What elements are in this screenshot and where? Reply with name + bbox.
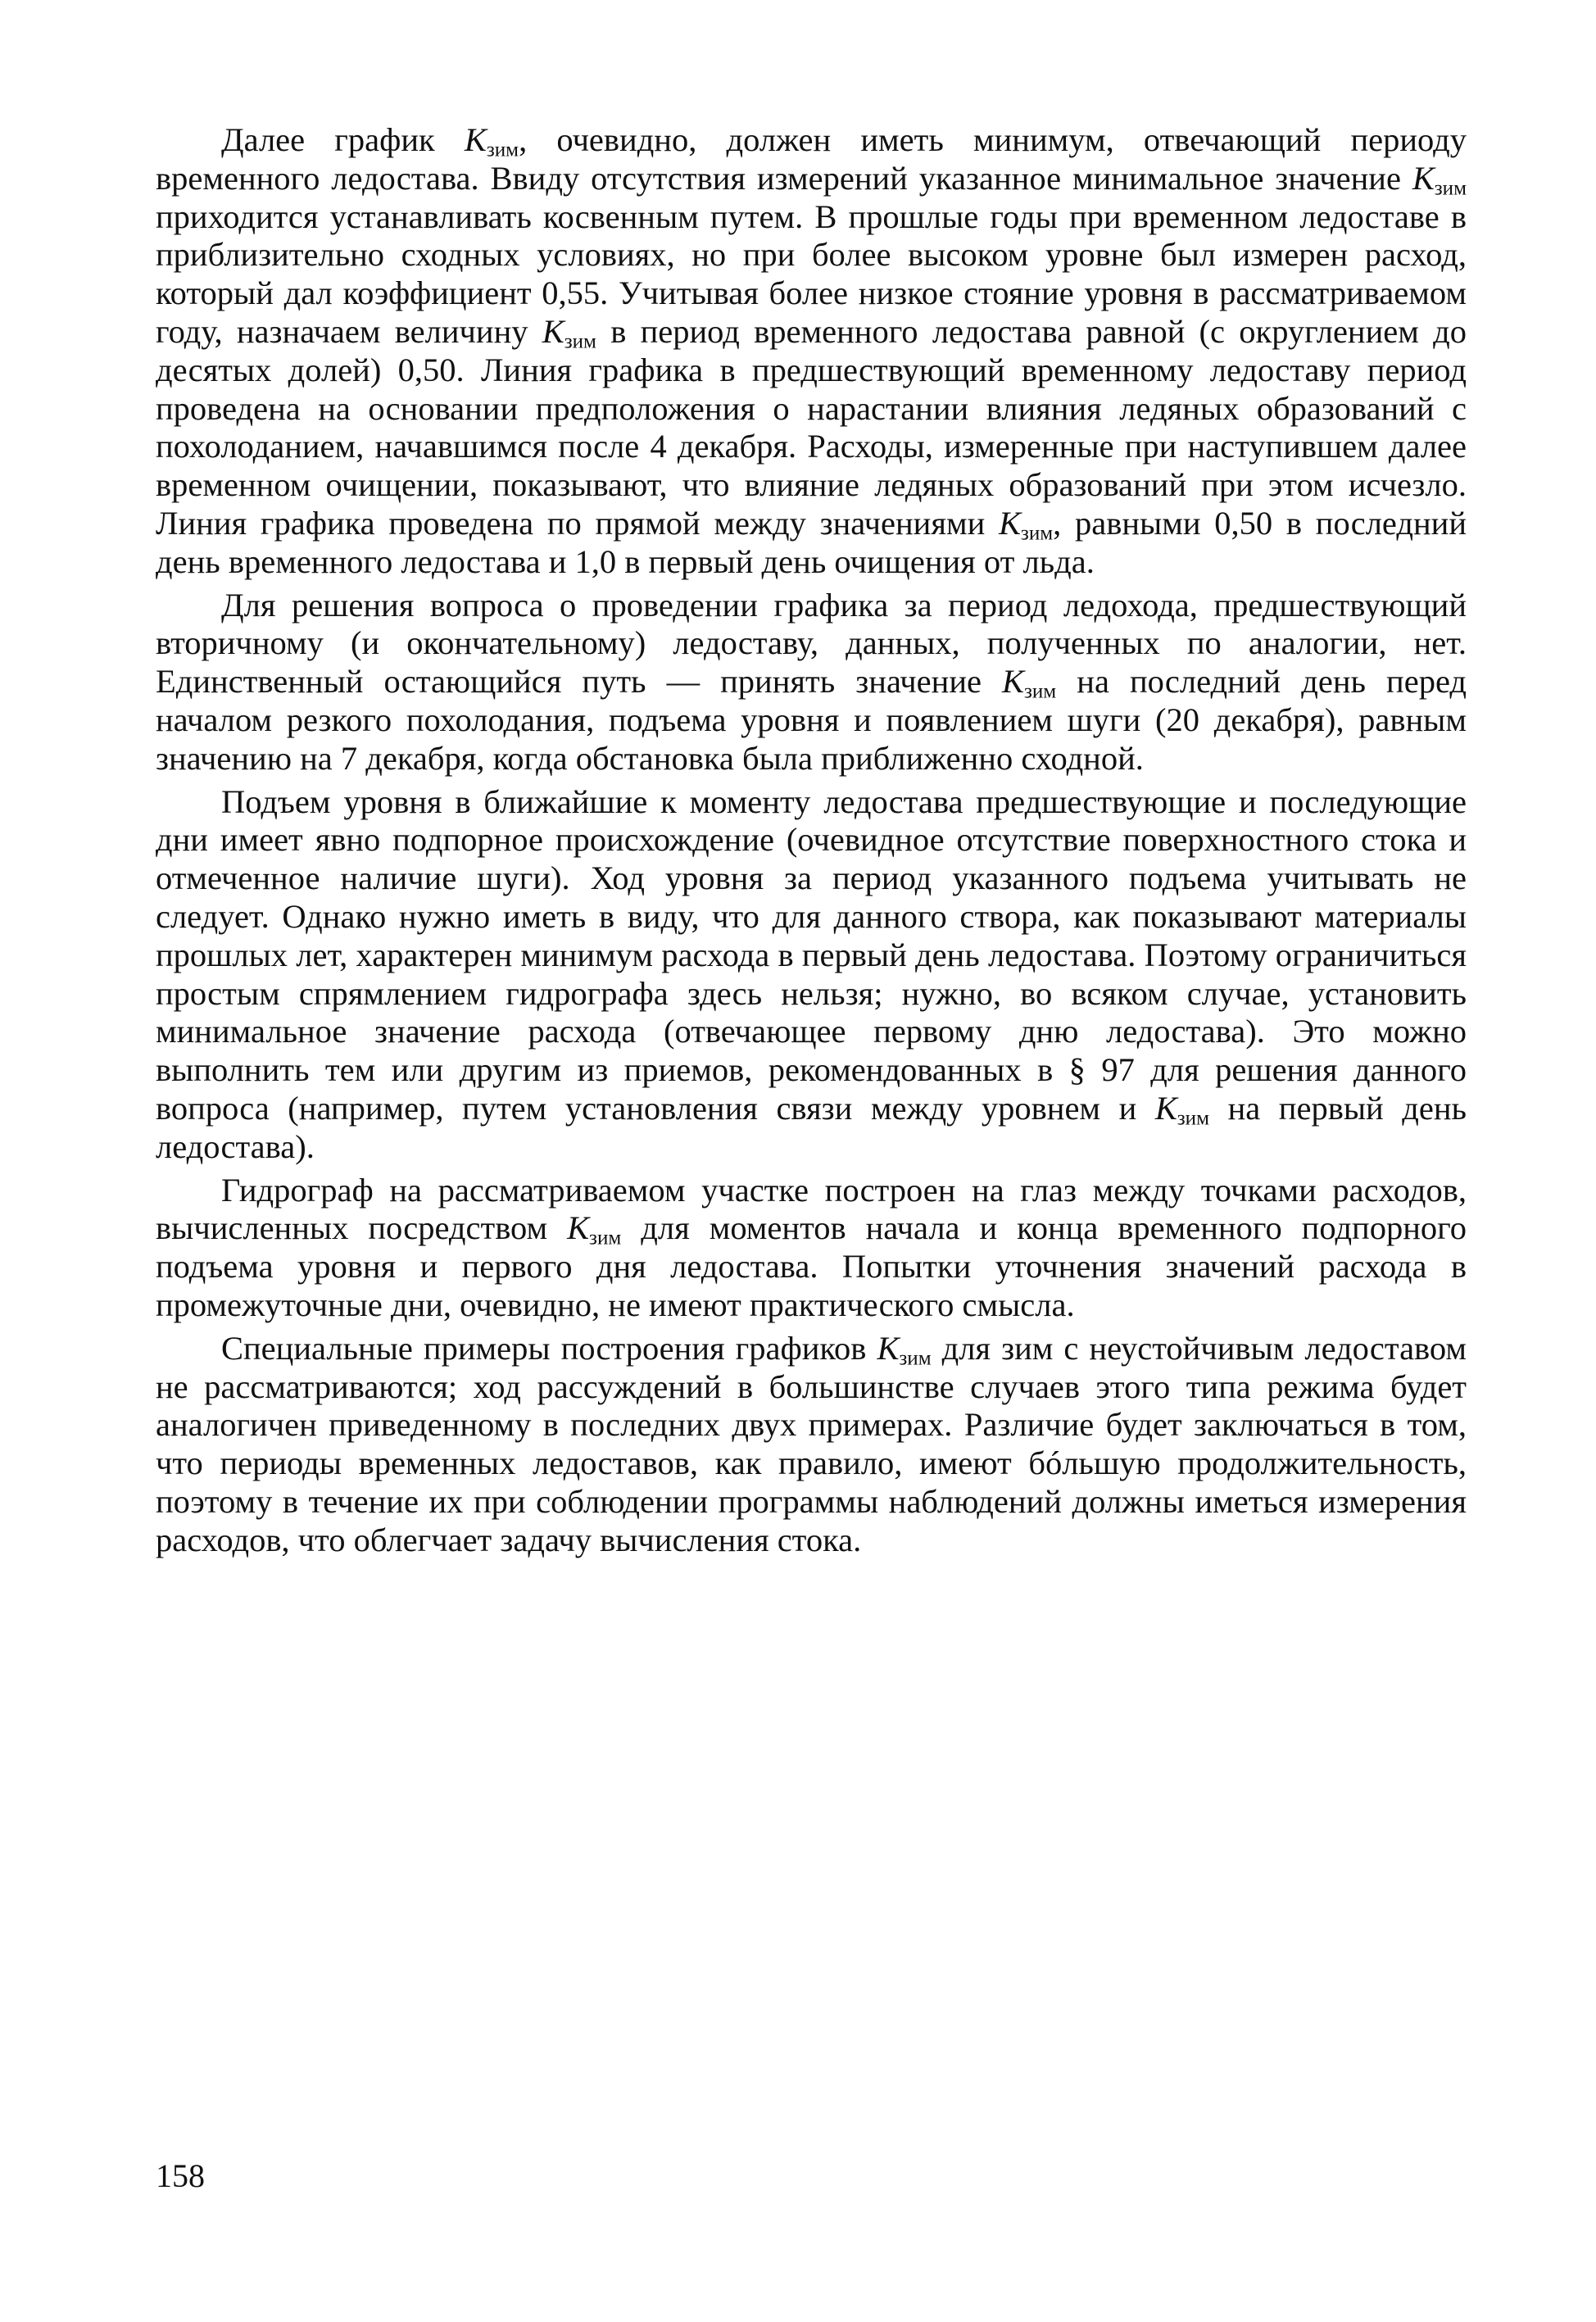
paragraph: Подъем уровня в ближайшие к моменту ледостава предшествующие и последующие дни имеет явно подпорное происхождение (очевидное отсутствие поверхностного стока и отмеченное наличие шуги). Ход уровня за период указанного подъема учитывать не следует. Однако нужно иметь в виду, что для данного створа, как показывают материалы прошлых лет, характерен минимум расхода в первый день ледостава. Поэтому ограничиться простым спрямлением гидрографа здесь нельзя; нужно, во всяком случае, установить минимальное значение расхода (отвечающее первому дню ледостава). Это можно выполнить тем или другим из приемов, рекомендованных в § 97 для решения данного вопроса (например, путем установления связи между уровнем и $К_{зим}$ на первый день ледостава). — [156, 782, 1467, 1165]
k-zim-symbol: $К_{зим}$ — [1412, 159, 1467, 200]
page-text — [156, 121, 1467, 1559]
k-zim-symbol: $К_{зим}$ — [542, 312, 596, 353]
page-number: 158 — [156, 2157, 205, 2194]
k-zim-symbol: $К_{зим}$ — [999, 504, 1054, 545]
k-zim-symbol: $К_{зим}$ — [877, 1329, 932, 1369]
k-zim-symbol: $К_{зим}$ — [567, 1209, 622, 1249]
k-zim-symbol: $К_{зим}$ — [464, 121, 519, 161]
k-zim-symbol: $К_{зим}$ — [1154, 1089, 1210, 1130]
paragraph: Специальные примеры построения графиков $К_{зим}$ для зим с неустойчивым ледоставом не рассматриваются; ход рассуждений в большинстве случаев этого типа режима будет аналогичен приведенному в последних двух примерах. Различие будет заключаться в том, что периоды временных ледоставов, как правило, имеют бóльшую продолжительность, поэтому в течение их при соблюдении программы наблюдений должны иметься измерения расходов, что облегчает задачу вычисления стока. — [156, 1329, 1467, 1558]
paragraph: Далее график $К_{зим}$, очевидно, должен иметь минимум, отвечающий периоду временного ледостава. Ввиду отсутствия измерений указанное минимальное значение $К_{зим}$ приходится устанавливать косвенным путем. В прошлые годы при временном ледоставе в приблизительно сходных условиях, но при более высоком уровне был измерен расход, который дал коэффициент 0,55. Учитывая более низкое стояние уровня в рассматриваемом году, назначаем величину $К_{зим}$ в период временного ледостава равной (с округлением до десятых долей) 0,50. Линия графика в предшествующий временному ледоставу период проведена на основании предположения о нарастании влияния ледяных образований с похолоданием, начавшимся после 4 декабря. Расходы, измеренные при наступившем далее временном очищении, показывают, что влияние ледяных образований при этом исчезло. Линия графика проведена по прямой между значениями $К_{зим}$, равными 0,50 в последний день временного ледостава и 1,0 в первый день очищения от льда. — [156, 121, 1467, 580]
k-zim-symbol: $К_{зим}$ — [1002, 663, 1057, 703]
paragraph: Для решения вопроса о проведении графика за период ледохода, предшествующий вторичному (и окончательному) ледоставу, данных, полученных по аналогии, нет. Единственный остающийся путь — принять значение $К_{зим}$ на последний день перед началом резкого похолодания, подъема уровня и появлением шуги (20 декабря), равным значению на 7 декабря, когда обстановка была приближенно сходной. — [156, 586, 1467, 777]
paragraph: Гидрограф на рассматриваемом участке построен на глаз между точками расходов, вычисленных посредством $К_{зим}$ для моментов начала и конца временного подпорного подъема уровня и первого дня ледостава. Попытки уточнения значений расхода в промежуточные дни, очевидно, не имеют практического смысла. — [156, 1171, 1467, 1323]
